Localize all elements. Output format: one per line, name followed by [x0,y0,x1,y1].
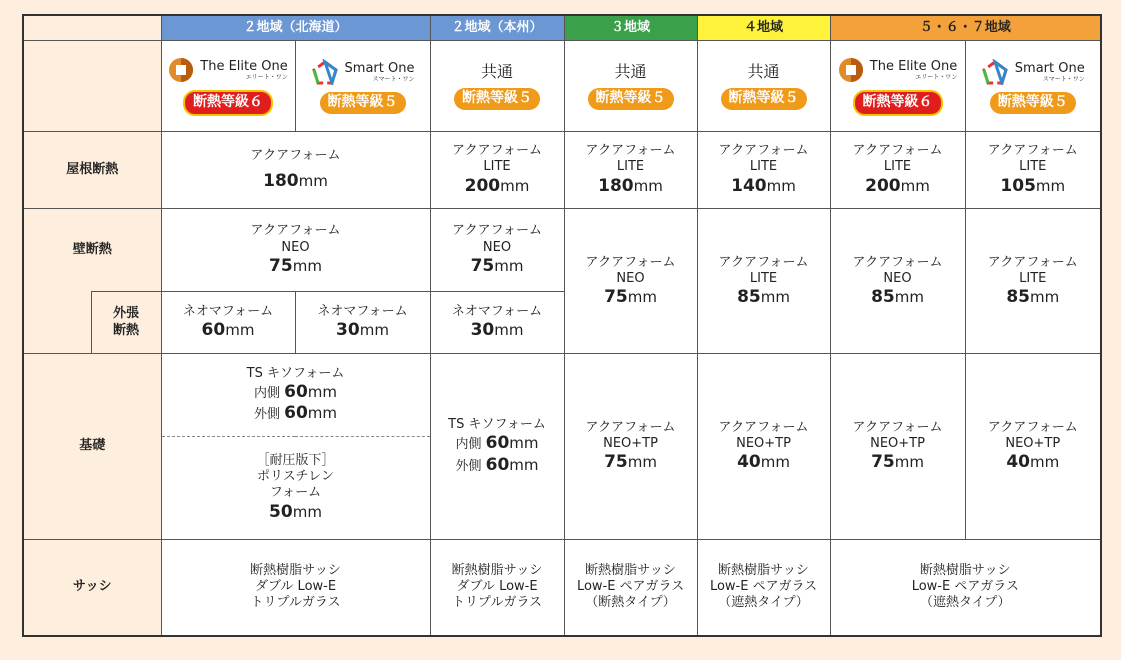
brand-blank [23,41,161,132]
row-label-sash: サッシ [23,539,161,636]
product-name: アクアフォーム NEO [852,254,943,286]
elite-one-logo-icon [168,57,194,83]
roof-r3 [564,131,697,209]
foundation-r567-elite [830,354,965,539]
wall-r567-smart [965,209,1101,354]
thickness-value: 140 [731,175,767,196]
foundation-honshu [430,354,564,539]
sash-r4: 断熱樹脂サッシ Low-E ペアガラス （遮熱タイプ） [697,539,830,636]
product-name: TS キソフォーム [448,417,546,433]
thickness-unit: mm [225,321,255,340]
product-name: アクアフォーム LITE [987,143,1078,175]
header-blank [23,15,161,41]
row-label-outer: 外張 断熱 [91,291,161,353]
thickness-value: 60 [485,433,510,454]
wall-r3 [564,209,697,354]
smart-one-logo-icon [311,59,339,85]
thickness-value: 200 [464,175,501,196]
foundation-r4 [697,354,830,539]
thickness-value: 30 [336,320,360,341]
brand-elite-r567 [830,41,965,132]
thickness-value: 200 [865,175,901,196]
thickness-unit: mm [509,434,539,453]
outer-blank [23,291,91,353]
thickness-value: 75 [470,255,495,276]
thickness-value: 60 [201,320,226,341]
product-name: アクアフォーム NEO [250,223,341,255]
wall-r4 [697,209,830,354]
sash-r567: 断熱樹脂サッシ Low-E ペアガラス （遮熱タイプ） [830,539,1101,636]
grade5-badge: 断熱等級５ [588,88,674,110]
product-name: ［耐圧版下］ ポリスチレン フォーム [256,452,335,501]
brand-common-r3 [564,41,697,132]
thickness-value: 85 [1006,287,1030,308]
brand-elite-hokkaido [161,41,295,132]
thickness-unit: mm [494,321,524,340]
brand-common-r4 [697,41,830,132]
product-name: ネオマフォーム [451,303,543,319]
product-name: ネオマフォーム [182,303,274,319]
roof-r4 [697,131,830,209]
thickness-unit: mm [894,288,924,307]
outer-hokkaido-elite [161,291,295,353]
thickness-value: 85 [871,287,895,308]
product-name: アクアフォーム LITE [585,143,676,175]
wall-r567-elite [830,209,965,354]
foundation-hokkaido-bottom [161,437,430,540]
product-name: ネオマフォーム [317,303,408,319]
thickness-unit: mm [900,176,930,195]
elite-one-name: The Elite One [200,59,288,75]
outer-label: 外側 [253,407,285,423]
wall-row [23,209,1101,292]
common-label: 共通 [481,62,514,82]
header-region-2-hokkaido: ２地域（北海道） [161,15,430,41]
product-name: アクアフォーム LITE [987,254,1078,286]
product-name: アクアフォーム LITE [718,254,809,286]
elite-one-sub: エリート・ワン [915,73,958,81]
smart-one-logo-icon [981,59,1009,85]
grade6-badge: 断熱等級６ [183,90,273,116]
brand-common-honshu [430,41,564,132]
thickness-unit: mm [494,256,524,275]
foundation-hokkaido-top [161,354,430,437]
grade5-badge: 断熱等級５ [990,92,1076,114]
wall-honshu [430,209,564,292]
product-name: アクアフォーム [250,148,341,164]
thickness-unit: mm [298,171,328,190]
thickness-value: 105 [1000,175,1036,196]
thickness-unit: mm [1029,453,1060,472]
foundation-row [23,354,1101,437]
thickness-unit: mm [760,453,790,472]
row-label-roof: 屋根断熱 [23,131,161,209]
product-name: アクアフォーム NEO+TP [718,419,809,451]
row-label-wall: 壁断熱 [23,209,161,292]
thickness-unit: mm [500,176,530,195]
grade6-badge: 断熱等級６ [853,90,943,116]
thickness-unit: mm [292,256,322,275]
roof-honshu [430,131,564,209]
product-name: アクアフォーム LITE [452,143,542,175]
roof-row [23,131,1101,209]
outer-hokkaido-smart [295,291,430,353]
outer-label: 外側 [455,458,486,474]
grade5-badge: 断熱等級５ [454,88,540,110]
thickness-unit: mm [1035,176,1066,195]
smart-one-sub: スマート・ワン [1042,75,1085,83]
wall-hokkaido [161,209,430,292]
thickness-value: 40 [1006,452,1030,473]
brand-row [23,41,1101,132]
foundation-r567-smart [965,354,1101,539]
outer-honshu [430,291,564,353]
product-name: アクアフォーム NEO+TP [987,419,1078,451]
thickness-unit: mm [307,383,338,402]
thickness-unit: mm [1029,288,1060,307]
product-name: アクアフォーム NEO+TP [585,419,676,451]
thickness-unit: mm [894,453,924,472]
product-name: アクアフォーム NEO [452,223,542,255]
sash-honshu: 断熱樹脂サッシ ダブル Low-E トリプルガラス [430,539,564,636]
product-name: アクアフォーム NEO+TP [852,419,943,451]
roof-r567-smart [965,131,1101,209]
thickness-value: 180 [263,170,299,191]
grade5-badge: 断熱等級５ [721,88,807,110]
elite-one-name: The Elite One [869,59,958,75]
elite-one-sub: エリート・ワン [245,73,288,81]
header-region-567: ５・６・７地域 [830,15,1101,41]
product-name: アクアフォーム LITE [718,143,809,175]
thickness-value: 40 [737,452,761,473]
thickness-unit: mm [633,176,663,195]
product-name: TS キソフォーム [246,365,345,381]
smart-one-name: Smart One [1014,61,1085,77]
thickness-value: 75 [269,255,293,276]
thickness-value: 60 [485,454,510,475]
brand-smart-hokkaido [295,41,430,132]
thickness-value: 85 [737,287,761,308]
foundation-r3 [564,354,697,539]
roof-hokkaido [161,131,430,209]
thickness-unit: mm [766,176,796,195]
thickness-unit: mm [627,288,657,307]
inner-label: 内側 [455,437,486,453]
sash-hokkaido: 断熱樹脂サッシ ダブル Low-E トリプルガラス [161,539,430,636]
smart-one-sub: スマート・ワン [372,75,415,83]
common-label: 共通 [614,62,647,82]
region-header-row [23,15,1101,41]
smart-one-name: Smart One [344,61,415,77]
grade5-badge: 断熱等級５ [320,92,406,114]
thickness-value: 50 [269,501,293,522]
header-region-4: ４地域 [697,15,830,41]
common-label: 共通 [747,62,780,82]
brand-smart-r567 [965,41,1101,132]
product-name: アクアフォーム LITE [852,143,943,175]
thickness-value: 75 [604,452,628,473]
insulation-spec-table [22,14,1102,637]
thickness-unit: mm [292,502,322,521]
thickness-value: 30 [470,320,495,341]
thickness-unit: mm [627,453,657,472]
sash-r3: 断熱樹脂サッシ Low-E ペアガラス （断熱タイプ） [564,539,697,636]
thickness-unit: mm [760,288,790,307]
product-name: アクアフォーム NEO [585,254,676,286]
header-region-2-honshu: ２地域（本州） [430,15,564,41]
thickness-value: 75 [604,287,628,308]
inner-label: 内側 [253,386,285,402]
thickness-unit: mm [509,455,539,474]
thickness-unit: mm [307,404,338,423]
sash-row [23,539,1101,636]
thickness-unit: mm [359,321,389,340]
thickness-value: 60 [284,382,308,403]
header-region-3: ３地域 [564,15,697,41]
roof-r567-elite [830,131,965,209]
thickness-value: 75 [871,452,895,473]
thickness-value: 60 [284,403,308,424]
elite-one-logo-icon [838,57,864,83]
thickness-value: 180 [598,175,634,196]
row-label-foundation: 基礎 [23,354,161,539]
